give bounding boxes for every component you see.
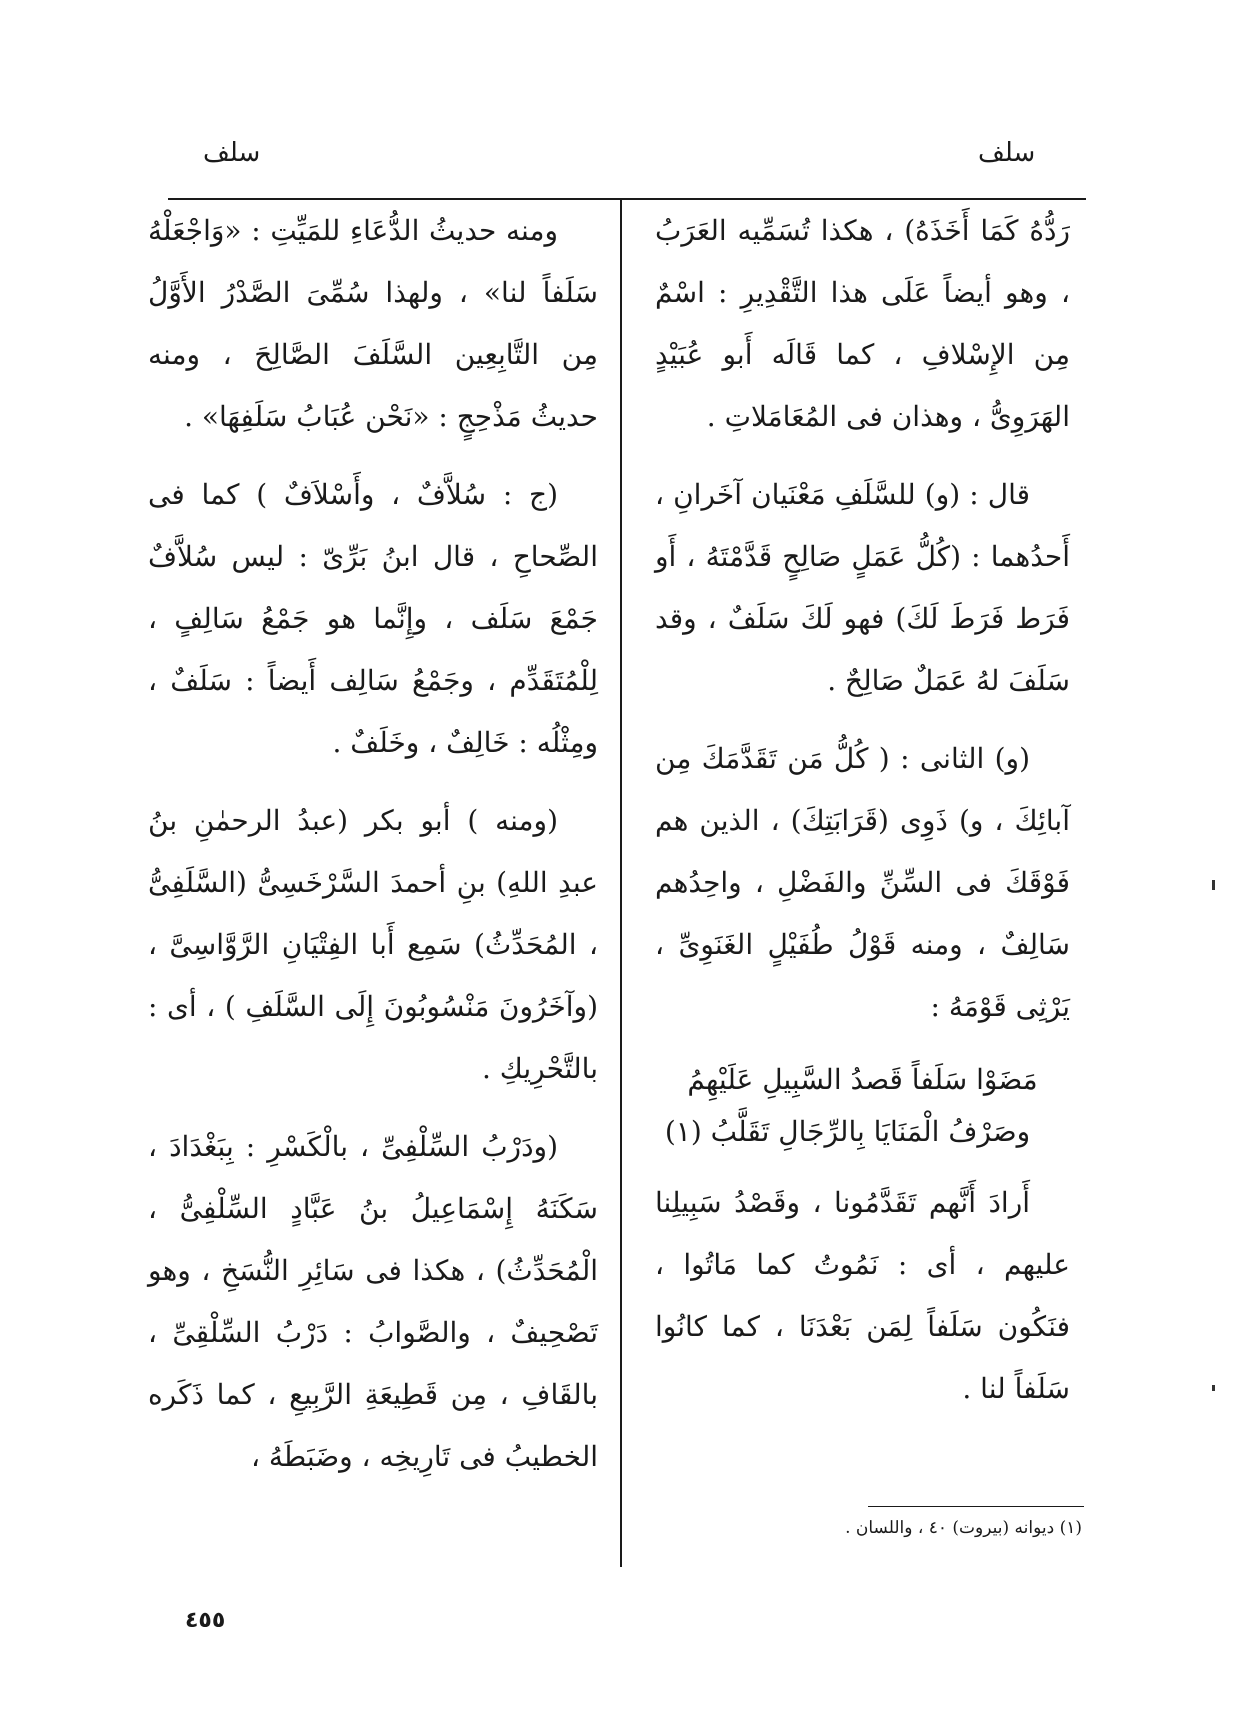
verse-line-1: مَضَوْا سَلَفاً قَصدُ السَّبِيلِ عَلَيْهِمُ <box>687 1063 1038 1096</box>
right-column <box>655 200 1070 1436</box>
left-paragraph-2: (ج : سُلاَّفٌ ، وأَسْلاَفٌ ) كما فى الصِّحاحِ ، قال ابنُ بَرِّىّ : ليس سُلاَّفٌ جَمْعَ سَلَف ، وإِنَّما هو جَمْعُ سَالِفٍ ، لِلْمُتَقَدِّم ، وجَمْعُ سَالِف أَيضاً : سَلَفٌ ، ومِثْلُه : خَالِفٌ ، وخَلَفٌ . <box>148 478 598 759</box>
right-paragraph-2: قال : (و) للسَّلَفِ مَعْنَيان آخَرانِ ، أَحدُهما : (كُلُّ عَمَلٍ صَالِحٍ قَدَّمْتَهُ ، أَو فَرَط فَرَطَ لَكَ) فهو لَكَ سَلَفٌ ، وقد سَلَفَ لهُ عَمَلٌ صَالِحٌ . <box>655 478 1070 697</box>
poem-verse <box>655 1054 1070 1158</box>
left-column <box>148 200 598 1504</box>
right-paragraph-4: أَرادَ أَنَّهم تَقَدَّمُونا ، وقَصْدُ سَبِيلِنا عليهم ، أى : نَمُوتُ كما مَاتُوا ، فنَكُون سَلَفاً لِمَن بَعْدَنَا ، كما كانُوا سَلَفاً لنا . <box>655 1186 1070 1405</box>
footnote: (١) ديوانه (بيروت) ٤٠ ، واللسان . <box>845 1518 1082 1538</box>
verse-line-2: وصَرْفُ الْمَنَايَا بِالرِّجَالِ تَقَلَّبُ (١) <box>664 1115 1031 1148</box>
right-paragraph-1: رَدُّهُ كَمَا أَخَذَهُ) ، هكذا تُسَمِّيه العَرَبُ ، وهو أيضاً عَلَى هذا التَّقْدِيرِ : اسْمٌ مِن الإِسْلافِ ، كما قَالَه أَبو عُبَيْدٍ الهَرَوِىُّ ، وهذان فى المُعَامَلاتِ . <box>655 214 1070 433</box>
scan-speck <box>1212 1385 1215 1391</box>
left-paragraph-4: (ودَرْبُ السِّلْفِىِّ ، بالْكَسْرِ : بِبَغْدَادَ ، سَكَنَهُ إِسْمَاعِيلُ بنُ عَبَّادٍ السِّلْفِىُّ ، الْمُحَدِّثُ) ، هكذا فى سَائِرِ النُّسَخِ ، وهو تَصْحِيفٌ ، والصَّوابُ : دَرْبُ السِّلْقِىِّ ، بالقَافِ ، مِن قَطِيعَةِ الرَّبِيعِ ، كما ذَكَره الخطيبُ فى تَارِيخِه ، وضَبَطَهُ ، <box>148 1130 598 1473</box>
running-head-left: سلف <box>203 138 261 168</box>
left-paragraph-1: ومنه حديثُ الدُّعَاءِ للمَيِّتِ : «وَاجْعَلْهُ سَلَفاً لنا» ، ولهذا سُمِّىَ الصَّدْرُ الأَوَّلُ مِن التَّابِعِين السَّلَفَ الصَّالِحَ ، ومنه حديثُ مَذْحِجٍ : «نَحْن عُبَابُ سَلَفِهَا» . <box>148 214 598 433</box>
column-divider <box>620 200 622 1567</box>
scan-speck <box>1212 880 1215 890</box>
left-paragraph-3: (ومنه ) أبو بكر (عبدُ الرحمٰنِ بنُ عبدِ اللهِ) بنِ أحمدَ السَّرْخَسِىُّ (السَّلَفِىُّ ، المُحَدِّثُ) سَمِع أَبا الفِتْيَانِ الرَّوَّاسِىَّ ، (وآخَرُونَ مَنْسُوبُونَ إِلَى السَّلَفِ ) ، أى : بالتَّحْرِيكِ . <box>148 804 598 1085</box>
page-number: ٤٥٥ <box>185 1608 226 1633</box>
right-paragraph-3: (و) الثانى : ( كُلُّ مَن تَقَدَّمَكَ مِن آبائِكَ ، و) ذَوِى (قَرَابَتِكَ) ، الذين هم فَوْقَكَ فى السِّنِّ والفَضْلِ ، واحِدُهم سَالِفٌ ، ومنه قَوْلُ طُفَيْلٍ الغَنَوِىِّ ، يَرْثِى قَوْمَهُ : <box>655 742 1070 1023</box>
running-head-right: سلف <box>978 138 1036 168</box>
footnote-rule <box>868 1506 1084 1507</box>
